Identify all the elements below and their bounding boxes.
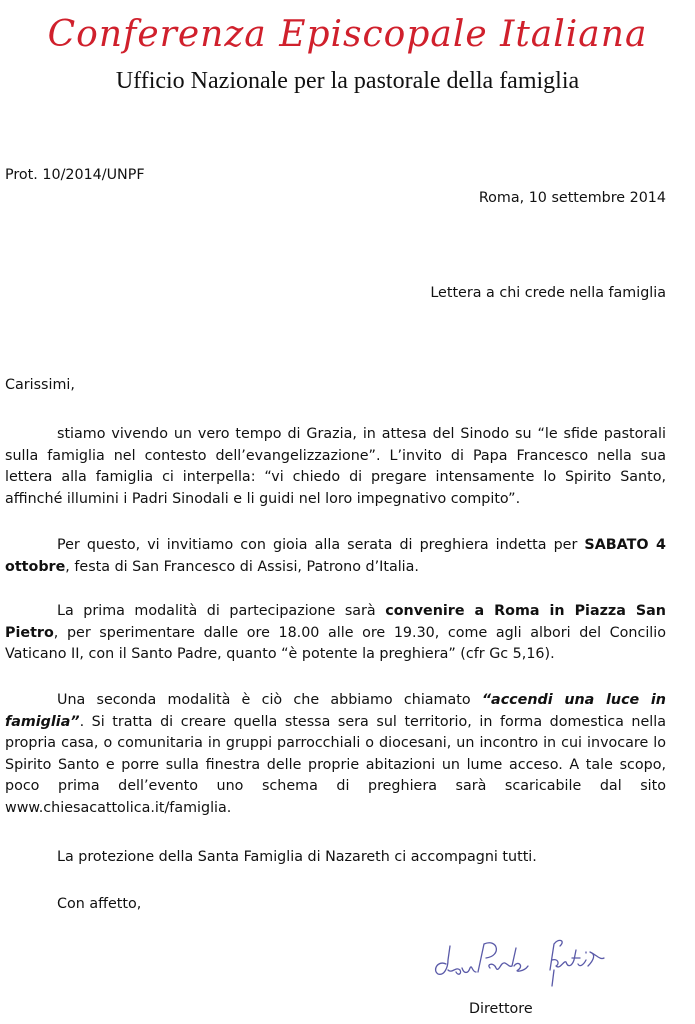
closing-blessing: La protezione della Santa Famiglia di Nazareth ci accompagni tutti. [57,849,537,865]
protocol-number: Prot. 10/2014/UNPF [5,167,145,183]
office-title: Ufficio Nazionale per la pastorale della famiglia [115,68,580,94]
initiative-name: “accendi una luce in famiglia” [5,692,666,730]
handwritten-signature-icon [428,930,618,990]
paragraph-4-text: Una seconda modalità è ciò che abbiamo chiamato [57,692,482,708]
event-date: SABATO 4 ottobre [5,537,666,575]
organization-title: Conferenza Episcopale Italiana [47,14,648,55]
paragraph-3-text: La prima modalità di partecipazione sarà [57,603,386,619]
closing-regards: Con affetto, [57,896,142,912]
paragraph-2-text: Per questo, vi invitiamo con gioia alla serata di preghiera indetta per [57,537,585,553]
paragraph-2 [5,535,666,578]
signatory-role: Direttore [469,1001,533,1017]
paragraph-3 [5,601,666,666]
place-date: Roma, 10 settembre 2014 [478,190,666,206]
letter-subject: Lettera a chi crede nella famiglia [430,285,666,301]
event-location: convenire a Roma in Piazza San Pietro [5,603,666,641]
paragraph-1: stiamo vivendo un vero tempo di Grazia, in attesa del Sinodo su “le sfide pastorali sulla famiglia nel contesto dell’evangelizzazione”. L’invito di Papa Francesco nella sua lettera alla famiglia ci interpella: “vi chiedo di pregare intensamente lo Spirito Santo, affinché illumini i Padri Sinodali e li guidi nel loro impegnativo compito”. [5,426,666,507]
paragraph-4-text-end: . Si tratta di creare quella stessa sera sul territorio, in forma domestica nella propria casa, o comunitaria in gruppi parrocchiali o diocesani, un incontro in cui invocare lo Spirito Santo e porre sulla finestra delle proprie abitazioni un lume acceso. A tale scopo, poco prima dell’evento uno schema di preghiera sarà scaricabile dal sito www.chiesacattolica.it/famiglia. [5,713,666,816]
paragraph-4 [5,690,666,819]
paragraph-2-text-end: , festa di San Francesco di Assisi, Patrono d’Italia. [65,558,419,575]
salutation: Carissimi, [5,377,75,393]
paragraph-3-text-end: , per sperimentare dalle ore 18.00 alle ore 19.30, come agli albori del Concilio Vaticano II, con il Santo Padre, quanto “è potente la preghiera” (cfr Gc 5,16). [5,624,666,662]
